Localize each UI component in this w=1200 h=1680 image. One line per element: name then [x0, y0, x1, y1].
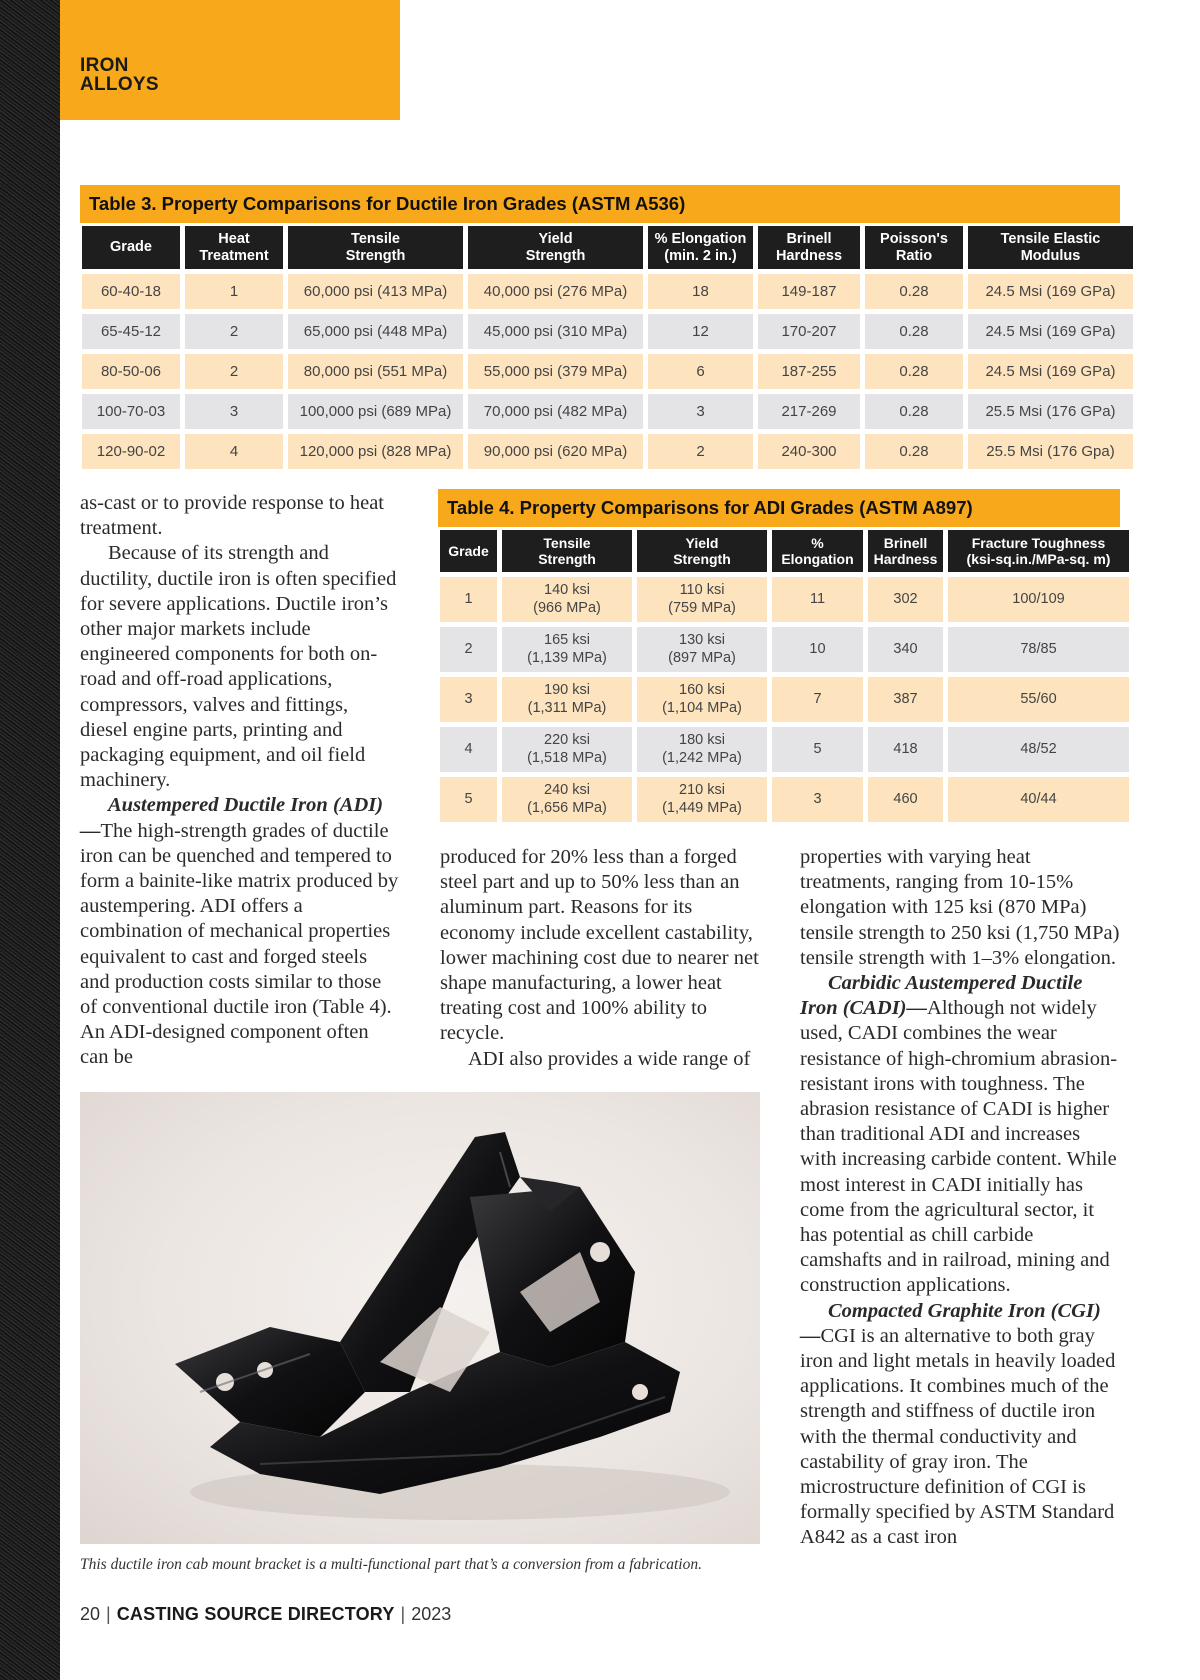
cell-line: Brinell: [883, 534, 928, 551]
cell-line: Strength: [673, 551, 731, 567]
table4-header-row: [440, 530, 1132, 575]
cell-line: 140 ksi: [544, 582, 590, 599]
table-cell: [502, 627, 635, 675]
table-cell: 0.28: [865, 394, 966, 432]
table-cell: 55,000 psi (379 MPa): [468, 354, 646, 392]
table4: [438, 528, 1134, 827]
page-footer: [80, 1604, 451, 1625]
table-cell: 65-45-12: [82, 314, 183, 352]
table3-col-header: [758, 226, 863, 272]
cell-line: (min. 2 in.): [664, 247, 737, 264]
article-column-3: [800, 845, 1120, 1551]
cell-line: 165 ksi: [544, 632, 590, 649]
cell-line: % Elongation: [654, 230, 747, 247]
table-cell: [502, 677, 635, 725]
table4-col-header: [948, 530, 1132, 575]
cell-line: Poisson's: [880, 230, 948, 247]
subheading-adi: Austempered Ductile Iron (ADI)—: [80, 794, 384, 842]
table-cell: 0.28: [865, 354, 966, 392]
table-cell: 24.5 Msi (169 GPa): [968, 314, 1136, 352]
cell-line: (966 MPa): [533, 599, 601, 616]
table-cell: 60,000 psi (413 MPa): [288, 274, 466, 312]
table3-col-header: [185, 226, 286, 272]
table-cell: [502, 727, 635, 775]
cell-line: Tensile: [351, 230, 400, 247]
table-cell: 240-300: [758, 434, 863, 472]
paragraph: properties with varying heat treatments, ranging from 10-15% elongation with 125 ksi (870 MPa) tensile strength to 250 ksi (1,750 MPa) tensile strength with 1–3% elongation.: [800, 846, 1120, 969]
table-cell: 0.28: [865, 434, 966, 472]
section-label: [80, 56, 159, 94]
table-cell: 90,000 psi (620 MPa): [468, 434, 646, 472]
table-cell: 24.5 Msi (169 GPa): [968, 274, 1136, 312]
table-cell: 24.5 Msi (169 GPa): [968, 354, 1136, 392]
cell-line: 110 ksi: [679, 582, 725, 599]
section-tab: [60, 0, 400, 120]
cell-line: (1,449 MPa): [662, 799, 742, 816]
cell-line: Strength: [538, 551, 596, 567]
table-cell: 3: [648, 394, 756, 432]
table-cell: 40/44: [948, 777, 1132, 825]
table3-col-header: [648, 226, 756, 272]
table4-title: Table 4. Property Comparisons for ADI Grades (ASTM A897): [438, 489, 1120, 527]
cell-line: (1,311 MPa): [527, 699, 607, 716]
paragraph: produced for 20% less than a forged steel part and up to 50% less than an aluminum part. Reasons for its economy include excellent castability, lower machining cost due to nearer net shape manufacturing, a lower heat treating cost and 100% ability to recycle.: [440, 846, 759, 1045]
cell-line: (759 MPa): [668, 599, 736, 616]
section-label-line1: IRON: [80, 55, 129, 76]
table4-col-header: [637, 530, 770, 575]
table-row: [440, 577, 1132, 625]
table-cell: 0.28: [865, 274, 966, 312]
table-cell: 460: [868, 777, 946, 825]
cell-line: 190 ksi: [544, 682, 590, 699]
paragraph-text: CGI is an alternative to both gray iron and light metals in heavily loaded applications. It combines much of the strength and stiffness of ductile iron with the thermal conductivity and castability of gray iron. The microstructure definition of CGI is formally specified by ASTM Standard A842 as a cast iron: [800, 1324, 1116, 1549]
cell-line: (1,139 MPa): [527, 649, 607, 666]
table-cell: 3: [185, 394, 286, 432]
cell-line: Hardness: [873, 551, 938, 567]
publication-name: CASTING SOURCE DIRECTORY: [116, 1604, 395, 1624]
paragraph: as-cast or to provide response to heat treatment.: [80, 492, 384, 540]
table-cell: 187-255: [758, 354, 863, 392]
cell-line: (1,656 MPa): [527, 799, 607, 816]
table-cell: 1: [440, 577, 500, 625]
table-cell: 120-90-02: [82, 434, 183, 472]
article-column-1: [80, 491, 400, 1071]
table3-col-header: [968, 226, 1136, 272]
cell-line: 220 ksi: [544, 732, 590, 749]
table-cell: 7: [772, 677, 866, 725]
paragraph: [80, 793, 400, 1070]
table-cell: 100,000 psi (689 MPa): [288, 394, 466, 432]
table-row: [82, 314, 1136, 352]
table-cell: 48/52: [948, 727, 1132, 775]
table-row: [440, 627, 1132, 675]
publication-year: 2023: [411, 1604, 452, 1624]
cell-line: 210 ksi: [679, 782, 725, 799]
table-cell: 70,000 psi (482 MPa): [468, 394, 646, 432]
table-cell: 3: [440, 677, 500, 725]
table-cell: 11: [772, 577, 866, 625]
paragraph: [800, 1299, 1120, 1551]
table-cell: 3: [772, 777, 866, 825]
table-cell: 0.28: [865, 314, 966, 352]
table-cell: 2: [185, 354, 286, 392]
cell-line: Treatment: [199, 247, 269, 264]
table3-col-header: [82, 226, 183, 272]
paragraph: Because of its strength and ductility, ductile iron is often specified for severe applications. Ductile iron’s other major markets include engineered components for both on-road and off-road applications, compressors, valves and fittings, diesel engine parts, printing and packaging equipment, and oil field machinery.: [80, 542, 397, 792]
subheading-cadi: Carbidic Austempered Ductile Iron (CADI)—: [800, 972, 1083, 1020]
table-cell: 2: [648, 434, 756, 472]
table-cell: 217-269: [758, 394, 863, 432]
table-cell: [637, 577, 770, 625]
table-cell: 10: [772, 627, 866, 675]
cell-line: Strength: [345, 247, 406, 264]
table-row: [440, 677, 1132, 725]
table-cell: 1: [185, 274, 286, 312]
table-cell: 4: [440, 727, 500, 775]
table-row: [440, 727, 1132, 775]
table-cell: 80,000 psi (551 MPa): [288, 354, 466, 392]
cell-line: 160 ksi: [679, 682, 725, 699]
table-cell: 340: [868, 627, 946, 675]
table3-body: [82, 274, 1136, 472]
cell-line: (1,518 MPa): [527, 749, 607, 766]
table-cell: 5: [772, 727, 866, 775]
cell-line: (ksi-sq.in./MPa-sq. m): [966, 551, 1111, 567]
cell-line: Grade: [110, 239, 152, 256]
table4-col-header: [868, 530, 946, 575]
cell-line: Hardness: [775, 247, 843, 264]
paragraph: ADI also provides a wide range of: [468, 1047, 751, 1070]
section-label-line2: ALLOYS: [80, 74, 159, 95]
table-cell: 60-40-18: [82, 274, 183, 312]
table-cell: 100-70-03: [82, 394, 183, 432]
cell-line: Grade: [448, 542, 489, 559]
page-number: 20: [80, 1604, 101, 1624]
cell-line: Modulus: [1020, 247, 1081, 264]
table4-col-header: [440, 530, 500, 575]
table-cell: 4: [185, 434, 286, 472]
table4-body: [440, 577, 1132, 825]
table-cell: 2: [185, 314, 286, 352]
cell-line: %: [811, 534, 824, 551]
cell-line: (897 MPa): [668, 649, 736, 666]
table3-col-header: [468, 226, 646, 272]
table-cell: 25.5 Msi (176 GPa): [968, 394, 1136, 432]
cell-line: Brinell: [786, 230, 832, 247]
table-cell: 12: [648, 314, 756, 352]
table-cell: 40,000 psi (276 MPa): [468, 274, 646, 312]
table-cell: [637, 677, 770, 725]
cab-mount-bracket-illustration: [80, 1092, 760, 1544]
table-cell: 45,000 psi (310 MPa): [468, 314, 646, 352]
table3-title: Table 3. Property Comparisons for Ductile Iron Grades (ASTM A536): [80, 185, 1120, 223]
table-row: [82, 394, 1136, 432]
table-cell: 149-187: [758, 274, 863, 312]
bracket-photo: [80, 1092, 760, 1544]
cell-line: 180 ksi: [679, 732, 725, 749]
subheading-cgi: Compacted Graphite Iron (CGI)—: [800, 1299, 1101, 1347]
table3-col-header: [865, 226, 966, 272]
cell-line: Strength: [525, 247, 586, 264]
cell-line: Ratio: [895, 247, 933, 264]
table-cell: 80-50-06: [82, 354, 183, 392]
table-cell: 65,000 psi (448 MPa): [288, 314, 466, 352]
footer-separator: |: [106, 1604, 111, 1624]
table-cell: 120,000 psi (828 MPa): [288, 434, 466, 472]
table3: [80, 224, 1138, 474]
table-cell: 18: [648, 274, 756, 312]
cell-line: Elongation: [781, 551, 854, 567]
table-cell: 55/60: [948, 677, 1132, 725]
table-cell: [637, 777, 770, 825]
paragraph-text: The high-strength grades of ductile iron can be quenched and tempered to form a bainite-like matrix produced by austempering. ADI offers a combination of mechanical properties equivalent to cast and forged steels and production costs similar to those of conventional ductile iron (Table 4). An ADI-designed component often can be: [80, 819, 399, 1069]
article-column-2: [440, 845, 760, 1072]
table-cell: 2: [440, 627, 500, 675]
table-cell: 100/109: [948, 577, 1132, 625]
cell-line: (1,242 MPa): [662, 749, 742, 766]
table3-header-row: [82, 226, 1136, 272]
cell-line: 240 ksi: [544, 782, 590, 799]
table-cell: 6: [648, 354, 756, 392]
table3-col-header: [288, 226, 466, 272]
table-row: [82, 354, 1136, 392]
cell-line: 130 ksi: [679, 632, 725, 649]
textured-page-edge: [0, 0, 60, 1680]
table-cell: 78/85: [948, 627, 1132, 675]
table-row: [82, 274, 1136, 312]
table-cell: 387: [868, 677, 946, 725]
cell-line: Yield: [685, 534, 719, 551]
table-cell: 25.5 Msi (176 Gpa): [968, 434, 1136, 472]
table4-col-header: [502, 530, 635, 575]
table-cell: [502, 577, 635, 625]
table-row: [440, 777, 1132, 825]
cell-line: Tensile: [543, 534, 591, 551]
table4-col-header: [772, 530, 866, 575]
paragraph-text: Although not widely used, CADI combines the wear resistance of high-chromium abrasion-resistant irons with toughness. The abrasion resistance of CADI is higher than traditional ADI and increases with increasing carbide content. While most interest in CADI initially has come from the agricultural sector, it has potential as chill carbide camshafts and in railroad, mining and construction applications.: [800, 997, 1118, 1297]
cell-line: Heat: [218, 230, 250, 247]
table-cell: 302: [868, 577, 946, 625]
footer-separator: |: [400, 1604, 406, 1624]
table-cell: [502, 777, 635, 825]
table-cell: [637, 727, 770, 775]
table-cell: [637, 627, 770, 675]
paragraph: [800, 971, 1120, 1299]
table-row: [82, 434, 1136, 472]
cell-line: Tensile Elastic: [1000, 230, 1101, 247]
photo-caption: This ductile iron cab mount bracket is a multi-functional part that’s a conversion from a fabrication.: [80, 1556, 702, 1573]
table-cell: 5: [440, 777, 500, 825]
cell-line: Yield: [538, 230, 573, 247]
cell-line: (1,104 MPa): [662, 699, 742, 716]
table-cell: 418: [868, 727, 946, 775]
table-cell: 170-207: [758, 314, 863, 352]
cell-line: Fracture Toughness: [971, 534, 1106, 551]
